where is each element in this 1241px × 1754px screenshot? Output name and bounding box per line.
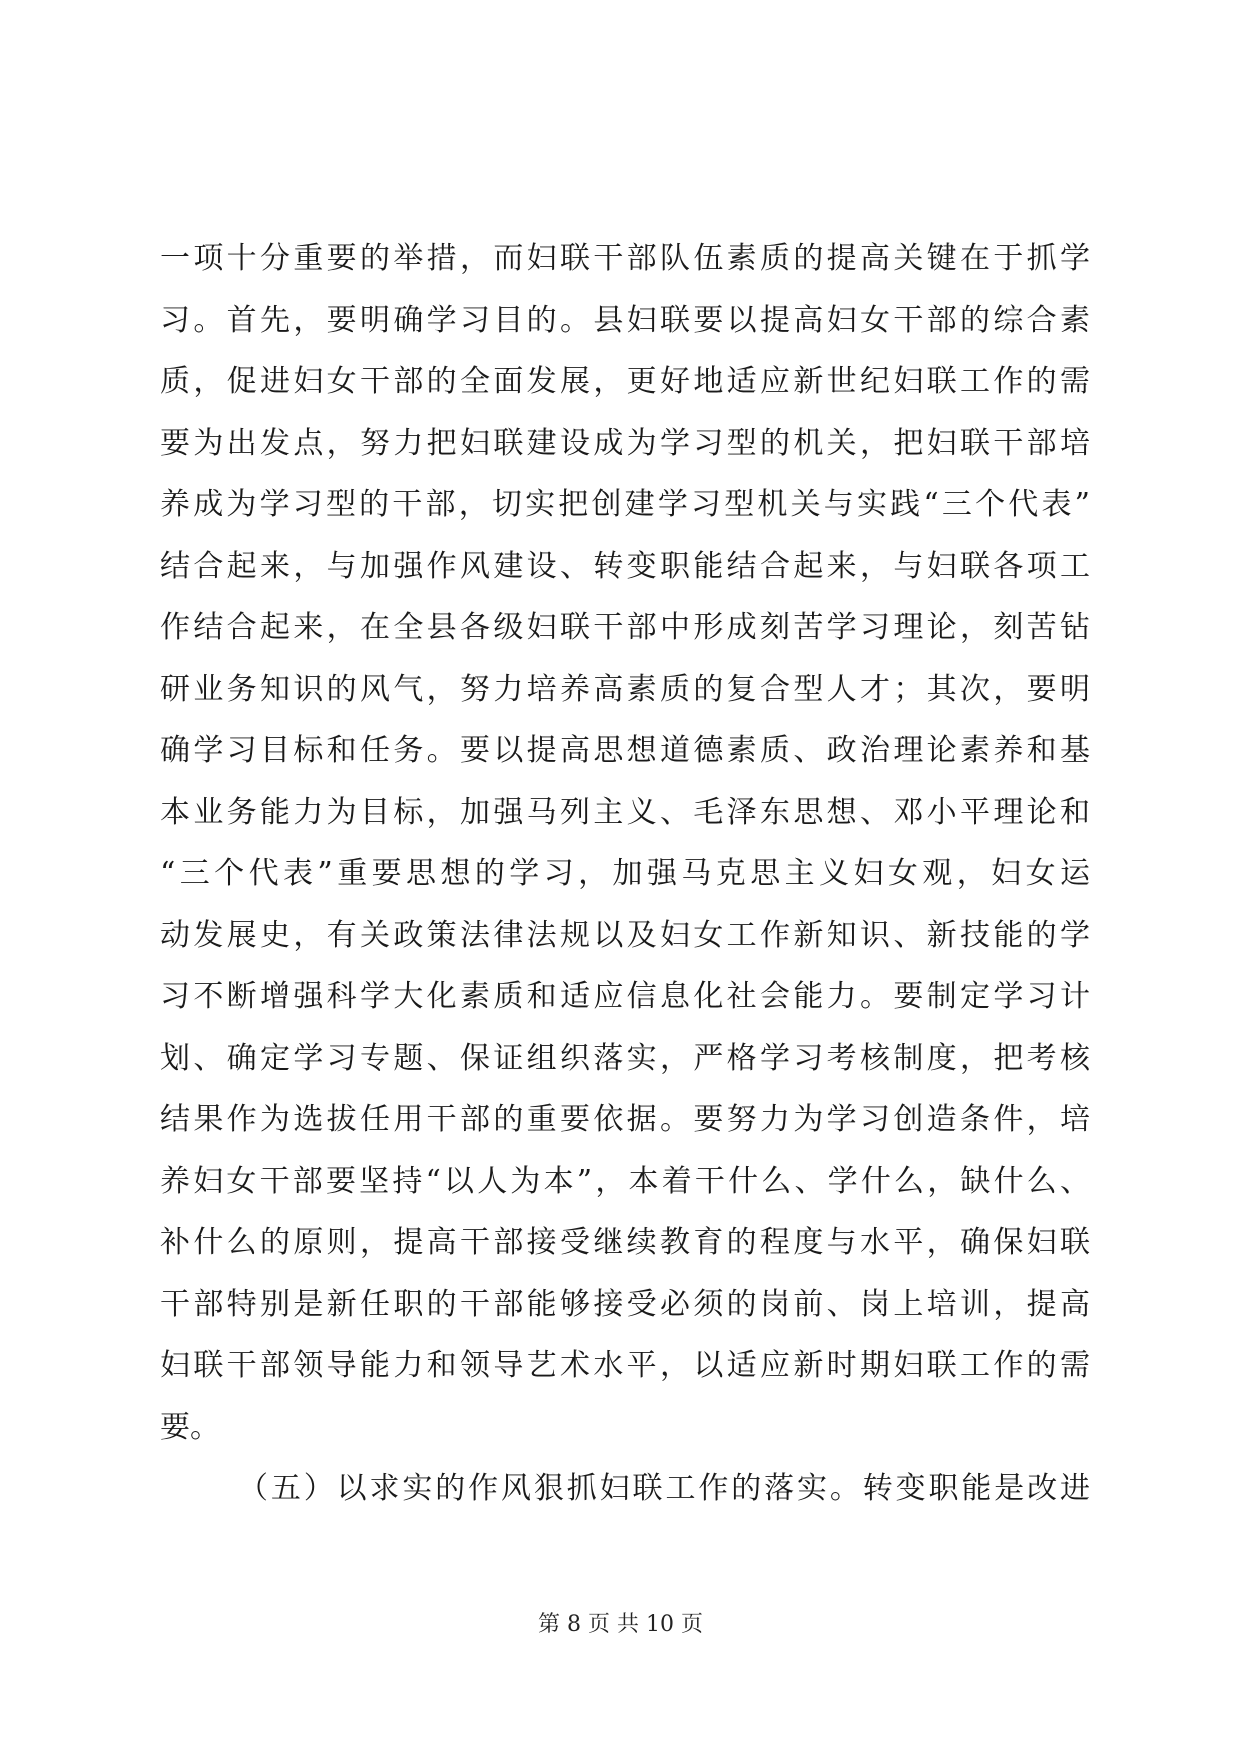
body-line-11: “三个代表”重要思想的学习，加强马克思主义妇女观，妇女运 <box>160 856 1090 891</box>
body-line-19: 妇联干部领导能力和领导艺术水平，以适应新时期妇联工作的需 <box>160 1348 1090 1383</box>
body-line-8: 研业务知识的风气，努力培养高素质的复合型人才；其次，要明 <box>160 671 1090 707</box>
section-heading-line: （五）以求实的作风狠抓妇联工作的落实。转变职能是改进 <box>238 1471 1090 1506</box>
body-line-15: 结果作为选拔任用干部的重要依据。要努力为学习创造条件，培 <box>160 1102 1090 1137</box>
body-line-6: 结合起来，与加强作风建设、转变职能结合起来，与妇联各项工 <box>160 548 1090 584</box>
body-line-10: 本业务能力为目标，加强马列主义、毛泽东思想、邓小平理论和 <box>160 794 1090 830</box>
body-line-14: 划、确定学习专题、保证组织落实，严格学习考核制度，把考核 <box>160 1040 1090 1076</box>
body-line-12: 动发展史，有关政策法律法规以及妇女工作新知识、新技能的学 <box>160 917 1090 953</box>
body-line-4: 要为出发点，努力把妇联建设成为学习型的机关，把妇联干部培 <box>160 425 1090 461</box>
body-line-16: 养妇女干部要坚持“以人为本”，本着干什么、学什么，缺什么、 <box>160 1163 1090 1199</box>
body-line-17: 补什么的原则，提高干部接受继续教育的程度与水平，确保妇联 <box>160 1225 1090 1260</box>
body-line-3: 质，促进妇女干部的全面发展，更好地适应新世纪妇联工作的需 <box>160 364 1090 399</box>
body-line-18: 干部特别是新任职的干部能够接受必须的岗前、岗上培训，提高 <box>160 1286 1090 1322</box>
document-body <box>160 228 1090 1520</box>
body-line-20: 要。 <box>160 1409 220 1445</box>
page-number-footer: 第 8 页 共 10 页 <box>538 1612 703 1637</box>
body-line-2: 习。首先，要明确学习目的。县妇联要以提高妇女干部的综合素 <box>160 302 1090 338</box>
body-line-1: 一项十分重要的举措，而妇联干部队伍素质的提高关键在于抓学 <box>160 241 1090 276</box>
body-line-9: 确学习目标和任务。要以提高思想道德素质、政治理论素养和基 <box>160 733 1090 768</box>
body-line-7: 作结合起来，在全县各级妇联干部中形成刻苦学习理论，刻苦钻 <box>160 610 1090 645</box>
body-line-5: 养成为学习型的干部，切实把创建学习型机关与实践“三个代表” <box>160 487 1090 522</box>
body-line-13: 习不断增强科学大化素质和适应信息化社会能力。要制定学习计 <box>160 979 1090 1014</box>
